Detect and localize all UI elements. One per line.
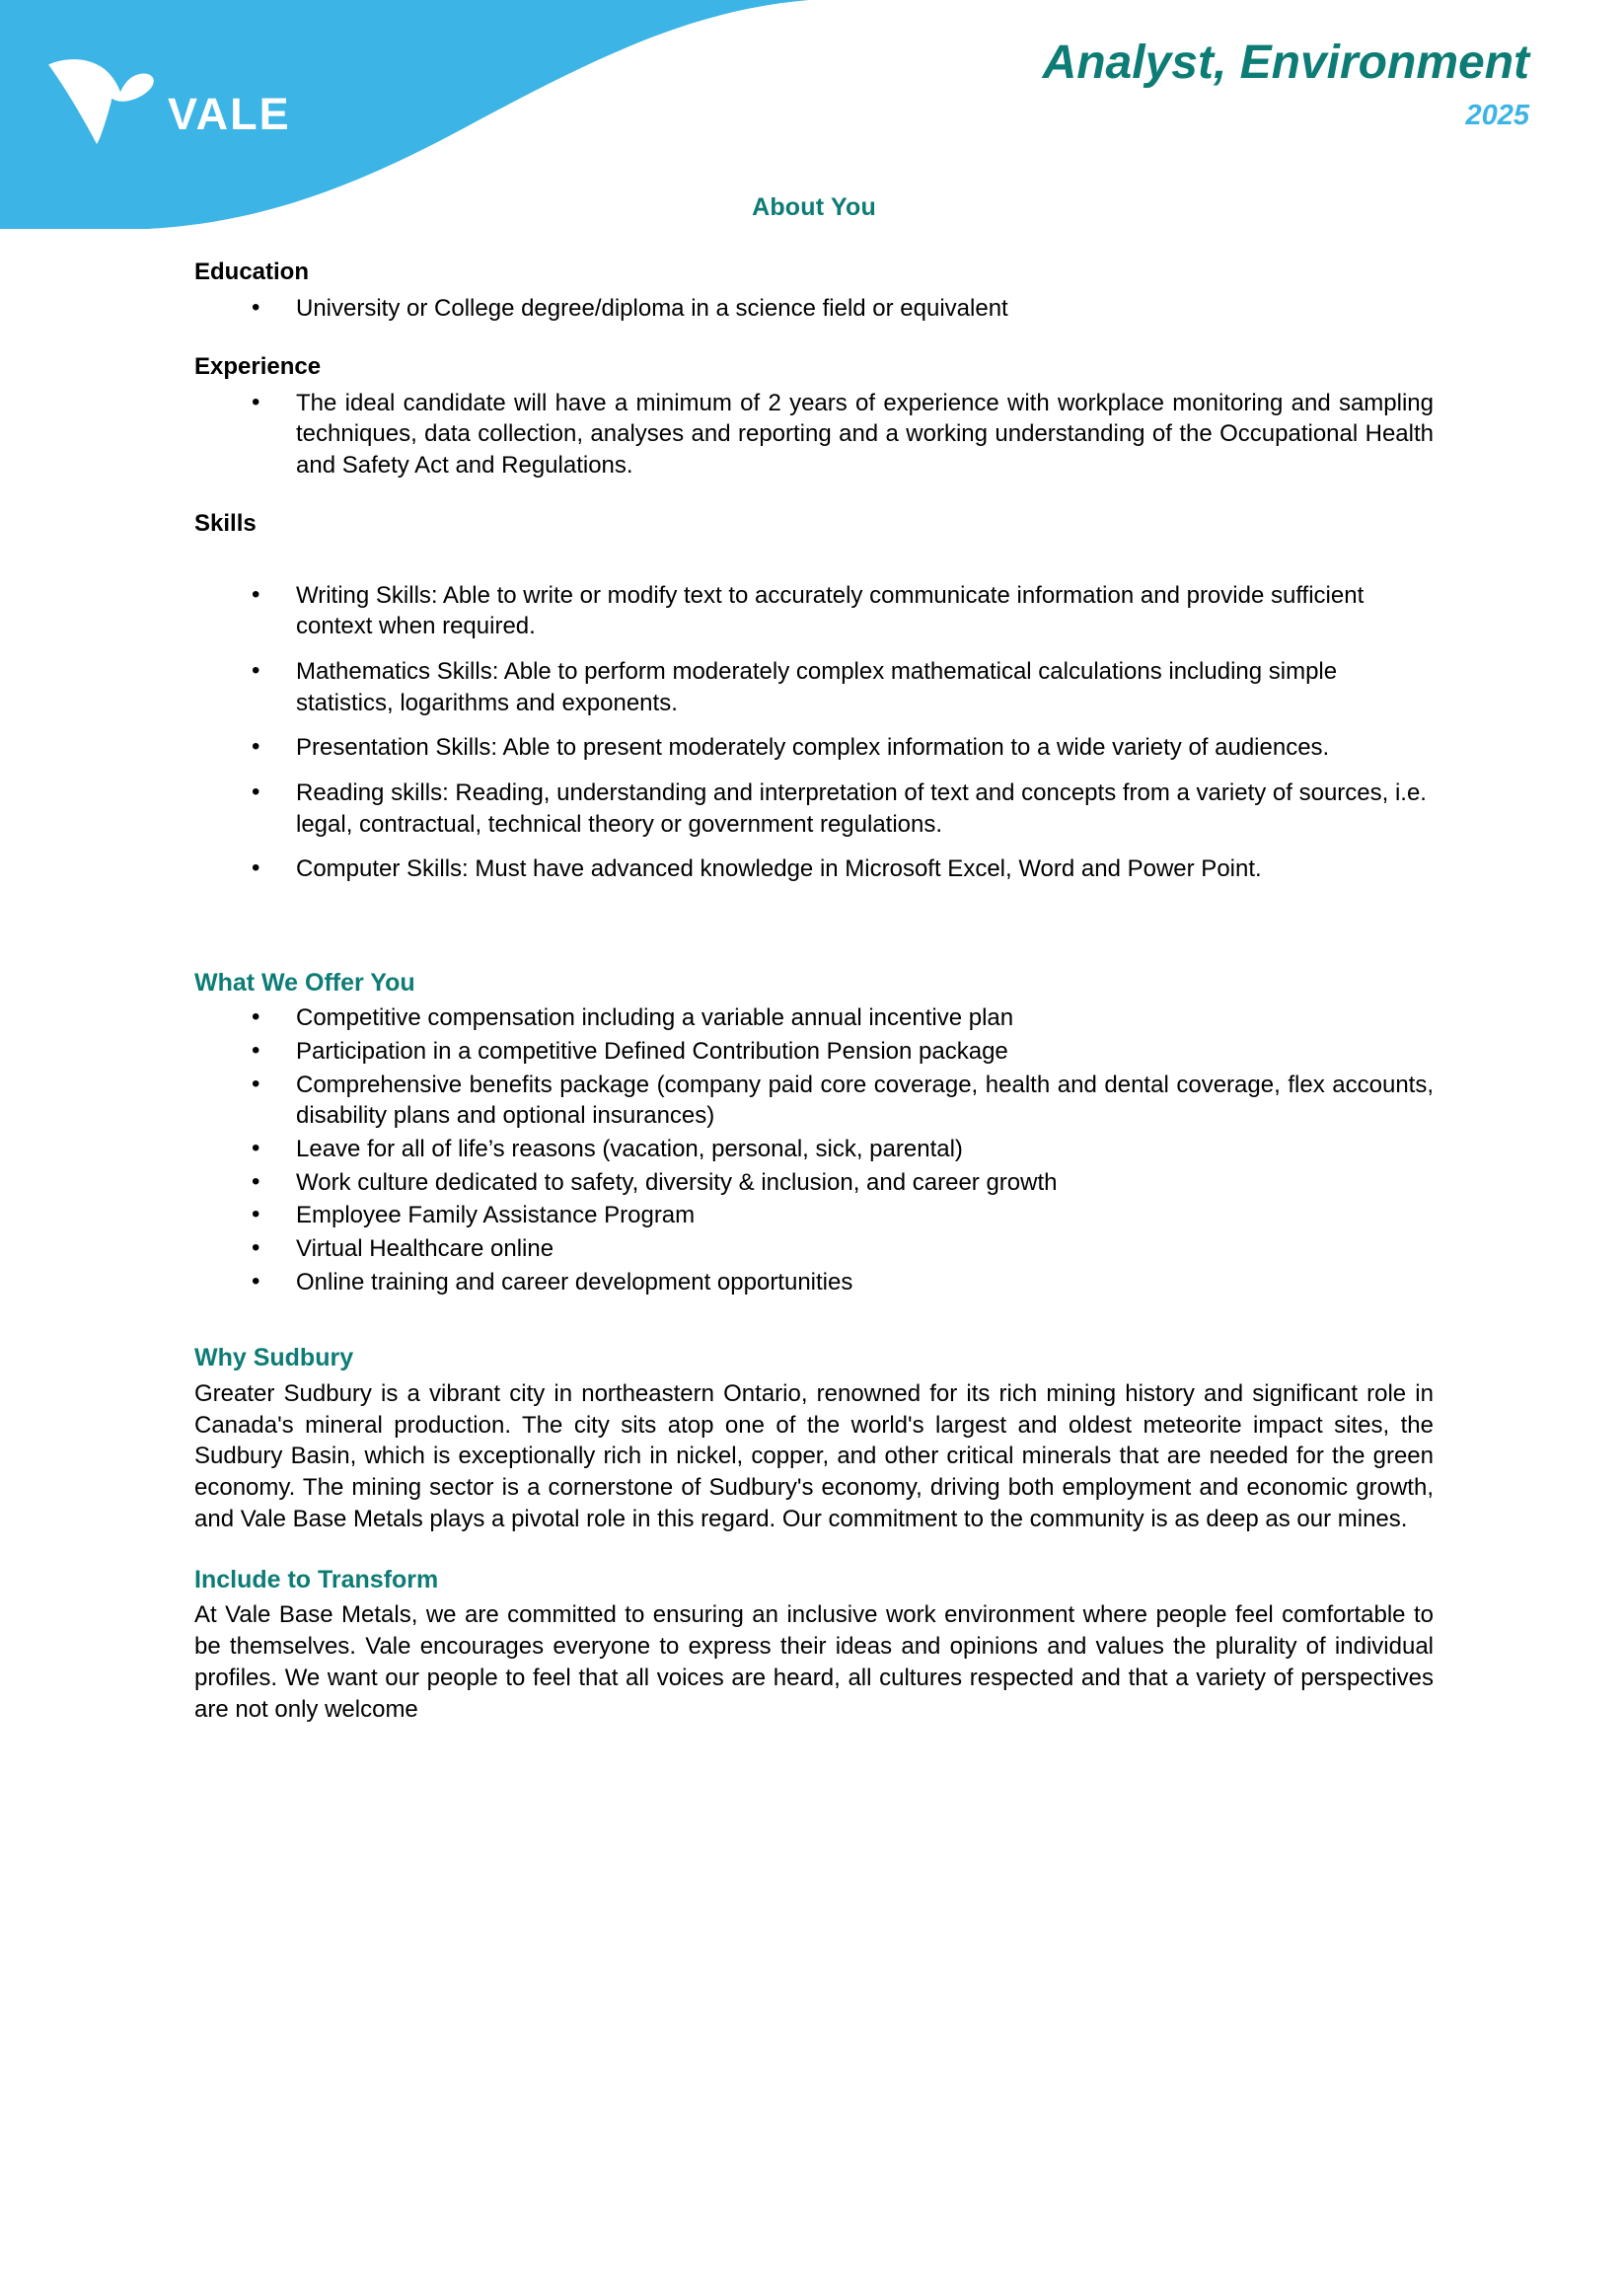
document-body — [194, 193, 1434, 1755]
title-block — [1043, 37, 1529, 135]
why-sudbury-paragraph: Greater Sudbury is a vibrant city in northeastern Ontario, renowned for its rich mining history and significant role in Canada's mineral production. The city sits atop one of the world's largest and oldest meteorite impact sites, the Sudbury Basin, which is exceptionally rich in nickel, copper, and other critical minerals that are needed for the green economy. The mining sector is a cornerstone of Sudbury's economy, driving both employment and economic growth, and Vale Base Metals plays a pivotal role in this regard. Our commitment to the community is as deep as our mines. — [194, 1379, 1434, 1533]
spacer — [194, 545, 1434, 580]
list-item: • Presentation Skills: Able to present moderately complex information to a wide variety of audiences. — [194, 732, 1434, 764]
spacer — [194, 913, 1434, 968]
list-item: • Participation in a competitive Defined Contribution Pension package — [194, 1036, 1434, 1068]
education-list — [194, 293, 1434, 325]
about-you-heading: About You — [752, 193, 876, 221]
page-title: Analyst, Environment — [1042, 37, 1529, 89]
education-heading: Education — [194, 259, 310, 285]
experience-list — [194, 388, 1434, 481]
spacer — [194, 1325, 1434, 1343]
list-item: • Work culture dedicated to safety, diversity & inclusion, and career growth — [194, 1167, 1434, 1199]
list-item: • Mathematics Skills: Able to perform moderately complex mathematical calculations including simple statistics, logarithms and exponents. — [194, 656, 1434, 718]
offer-list — [194, 1002, 1434, 1297]
list-item: • Virtual Healthcare online — [194, 1233, 1434, 1265]
list-item: • The ideal candidate will have a minimum of 2 years of experience with workplace monitoring and sampling techniques, data collection, analyses and reporting and a working understanding of the Occupational Health and Safety Act and Regulations. — [194, 388, 1434, 481]
list-item: • Writing Skills: Able to write or modify text to accurately communicate information and provide sufficient context when required. — [194, 580, 1434, 642]
list-item: • University or College degree/diploma in a science field or equivalent — [194, 293, 1434, 325]
list-item: • Competitive compensation including a variable annual incentive plan — [194, 1002, 1434, 1034]
list-item: • Reading skills: Reading, understanding and interpretation of text and concepts from a variety of sources, i.e. legal, contractual, technical theory or government regulations. — [194, 778, 1434, 840]
vale-v-swoosh-icon — [41, 51, 158, 146]
include-to-transform-heading: Include to Transform — [194, 1566, 439, 1594]
vale-logo-text: VALE — [168, 89, 291, 139]
offer-heading: What We Offer You — [194, 969, 415, 998]
list-item: • Employee Family Assistance Program — [194, 1200, 1434, 1231]
vale-logo — [41, 37, 337, 146]
list-item: • Comprehensive benefits package (company paid core coverage, health and dental coverage, flex accounts, disability plans and optional insurances) — [194, 1070, 1434, 1132]
skills-heading: Skills — [194, 509, 257, 537]
list-item: • Leave for all of life’s reasons (vacation, personal, sick, parental) — [194, 1134, 1434, 1165]
skills-list — [194, 580, 1434, 885]
experience-heading: Experience — [194, 352, 322, 380]
list-item: • Computer Skills: Must have advanced knowledge in Microsoft Excel, Word and Power Point. — [194, 853, 1434, 885]
page-year: 2025 — [1465, 99, 1529, 131]
list-item: • Online training and career development opportunities — [194, 1267, 1434, 1298]
why-sudbury-heading: Why Sudbury — [194, 1344, 354, 1372]
include-to-transform-paragraph: At Vale Base Metals, we are committed to ensuring an inclusive work environment where people feel comfortable to be themselves. Vale encourages everyone to express their ideas and opinions and values the plurality of individual profiles. We want our people to feel that all voices are heard, all cultures respected and that a variety of perspectives are not only welcome — [194, 1601, 1434, 1724]
